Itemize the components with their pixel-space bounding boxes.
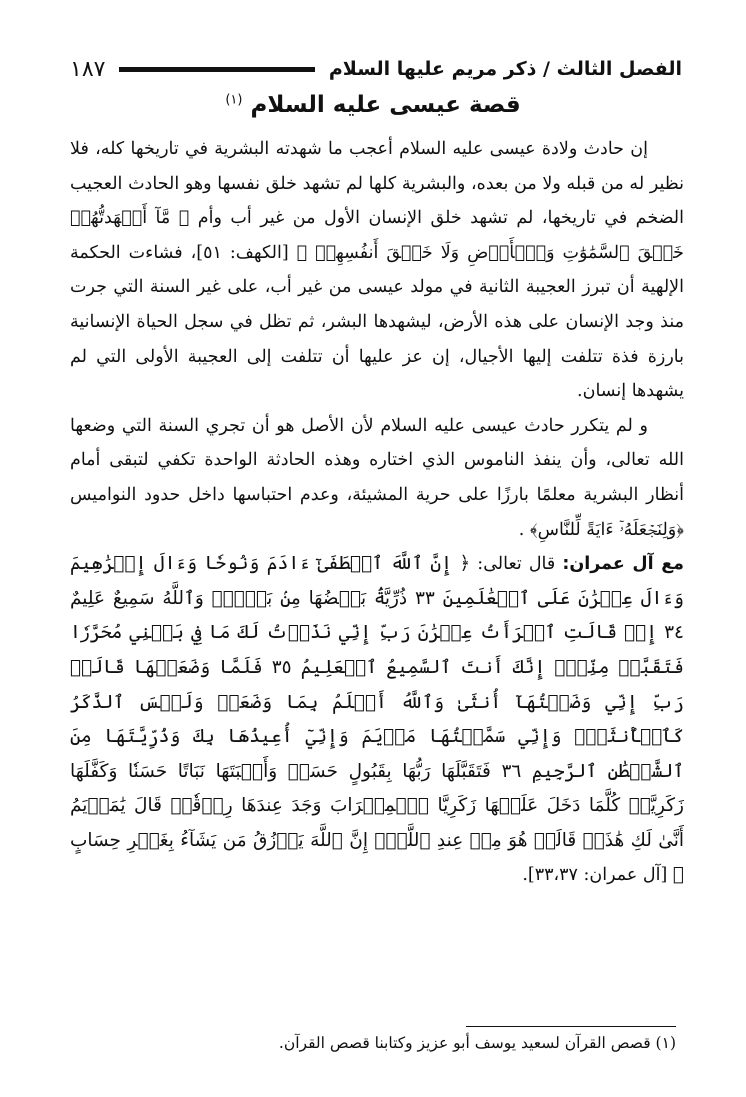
paragraph-1: إن حادث ولادة عيسى عليه السلام أعجب ما شهدته البشرية في تاريخها كله، فلا نظير له من قبله ولا من بعده، والبشرية كلها لم تشهد خلق نفسها وهو الحادث العجيب الضخم في تاريخها، لم تشهد خلق الإنسان الأول من غير أب وأم ﴿ مَّآ أَشۡهَدتُّهُمۡ خَلۡقَ ٱلسَّمَٰوَٰتِ وَٱلۡأَرۡضِ وَلَا خَلۡقَ أَنفُسِهِمۡ ﴾ [الكهف: ٥١]، فشاءت الحكمة الإلهية أن تبرز العجيبة الثانية في مولد عيسى من غير أب، على غير السنة التي جرت منذ وجد الإنسان على هذه الأرض، ليشهدها البشر، ثم تظل في سجل الحياة الإنسانية بارزة فذة تتلفت إليها الأجيال، إن عز عليها أن تتلفت إلى العجيبة الأولى التي لم يشهدها إنسان. — [70, 139, 684, 402]
body-text — [70, 132, 684, 893]
quran-verses: ﴿ إِنَّ ٱللَّهَ ٱصۡطَفَىٰٓ ءَادَمَ وَنُوحٗا وَءَالَ إِبۡرَٰهِيمَ وَءَالَ عِمۡرَٰنَ عَلَى ٱلۡعَٰلَمِينَ ٣٣ ذُرِّيَّةَۢ بَعۡضُهَا مِنۢ بَعۡضٖۗ وَٱللَّهُ سَمِيعٌ عَلِيمٌ ٣٤ إِذۡ قَالَتِ ٱمۡرَأَتُ عِمۡرَٰنَ رَبِّ إِنِّي نَذَرۡتُ لَكَ مَا فِي بَطۡنِي مُحَرَّرٗا فَتَقَبَّلۡ مِنِّيٓۖ إِنَّكَ أَنتَ ٱلسَّمِيعُ ٱلۡعَلِيمُ ٣٥ فَلَمَّا وَضَعَتۡهَا قَالَتۡ رَبِّ إِنِّي وَضَعۡتُهَآ أُنثَىٰ وَٱللَّهُ أَعۡلَمُ بِمَا وَضَعَتۡ وَلَيۡسَ ٱلذَّكَرُ كَٱلۡأُنثَىٰۖ وَإِنِّي سَمَّيۡتُهَا مَرۡيَمَ وَإِنِّيٓ أُعِيذُهَا بِكَ وَذُرِّيَّتَهَا مِنَ ٱلشَّيۡطَٰنِ ٱلرَّجِيمِ ٣٦ فَتَقَبَّلَهَا رَبُّهَا بِقَبُولٍ حَسَنٖ وَأَنۢبَتَهَا نَبَاتًا حَسَنٗا وَكَفَّلَهَا زَكَرِيَّاۖ كُلَّمَا دَخَلَ عَلَيۡهَا زَكَرِيَّا ٱلۡمِحۡرَابَ وَجَدَ عِندَهَا رِزۡقٗاۖ قَالَ يَٰمَرۡيَمُ أَنَّىٰ لَكِ هَٰذَاۖ قَالَتۡ هُوَ مِنۡ عِندِ ٱللَّهِۖ إِنَّ ٱللَّهَ يَرۡزُقُ مَن يَشَآءُ بِغَيۡرِ حِسَابٍ ﴾ — [70, 553, 684, 886]
imran-lead: مع آل عمران: — [562, 554, 684, 575]
verse-citation: [آل عمران: ٣٣،٣٧]. — [522, 865, 668, 886]
chapter-title: الفصل الثالث / ذكر مريم عليها السلام — [328, 58, 682, 80]
header-rule — [119, 67, 314, 72]
page-number: ١٨٧ — [70, 56, 106, 82]
footnote: (١) قصص القرآن لسعيد يوسف أبو عزيز وكتابنا قصص القرآن. — [278, 1034, 676, 1052]
footnote-marker: (١) — [225, 92, 243, 108]
imran-intro: قال تعالى: — [477, 554, 556, 575]
paragraph-imran — [70, 547, 684, 893]
footnote-rule — [466, 1026, 676, 1027]
running-header — [70, 52, 682, 86]
paragraph-2: و لم يتكرر حادث عيسى عليه السلام لأن الأصل هو أن تجري السنة التي وضعها الله تعالى، وأن ينفذ الناموس الذي اختاره وهذه الحادثة الواحدة تكفي لتبقى أمام أنظار البشرية معلمًا بارزًا على حرية المشيئة، وعدم احتباسها داخل حدود النواميس ﴿وَلِنَجۡعَلَهُۥٓ ءَايَةً لِّلنَّاسِ﴾ . — [70, 415, 684, 540]
section-heading — [0, 92, 746, 118]
section-title: قصة عيسى عليه السلام — [250, 92, 521, 118]
